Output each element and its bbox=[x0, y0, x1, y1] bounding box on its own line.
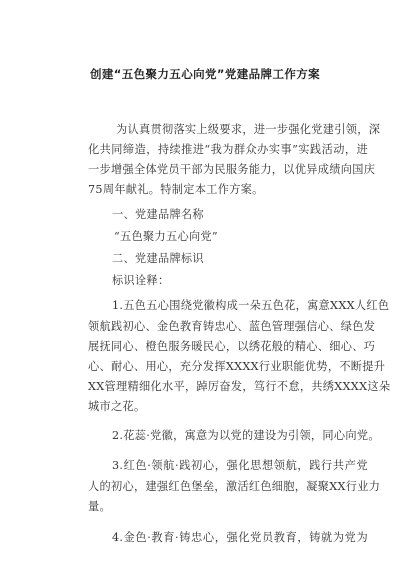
document-title: 创建“五色聚力五心向党”党建品牌工作方案 bbox=[89, 67, 321, 81]
body-line: 领航践初心、金色教育铸忠心、蓝色管理强信心、绿色发 bbox=[88, 320, 376, 333]
body-line: 为认真贯彻落实上级要求，进一步强化党建引领，深 bbox=[116, 123, 381, 136]
body-line: 75周年献礼。特制定本工作方案。 bbox=[88, 183, 264, 196]
brand-name: “五色聚力五心向党” bbox=[114, 230, 218, 243]
body-line: 心、耐心、用心，充分发挥XXXX行业职能优势，不断提升 bbox=[88, 360, 386, 373]
body-line: 2.花蕊·党徽，寓意为以党的建设为引领，同心向党。 bbox=[112, 429, 380, 442]
body-line: 化共同缔造，持续推进“我为群众办实事”实践活动，进 bbox=[88, 143, 368, 156]
body-line: 3.红色·领航·践初心，强化思想领航，践行共产党 bbox=[112, 459, 368, 472]
body-line: 1.五色五心围绕党徽构成一朵五色花，寓意XXX人红色 bbox=[112, 299, 390, 312]
body-line: 4.金色·教育·铸忠心，强化党员教育，铸就为党为 bbox=[112, 531, 368, 544]
section-heading: 二、党建品牌标识 bbox=[112, 252, 204, 265]
body-line: 标识诠释： bbox=[112, 274, 170, 287]
body-line: 一步增强全体党员干部为民服务能力，以优异成绩向国庆 bbox=[88, 163, 376, 176]
body-line: 展抚同心、橙色服务暖民心，以绣花般的精心、细心、巧 bbox=[88, 340, 376, 353]
body-line: 量。 bbox=[88, 500, 111, 513]
body-line: 城市之花。 bbox=[88, 400, 146, 413]
body-line: XX管理精细化水平，踔厉奋发，笃行不怠，共绣XXXX这朵 bbox=[88, 380, 391, 393]
body-line: 人的初心，建强红色堡垒，激活红色细胞，凝聚XX行业力 bbox=[88, 480, 381, 493]
section-heading: 一、党建品牌名称 bbox=[112, 208, 204, 221]
